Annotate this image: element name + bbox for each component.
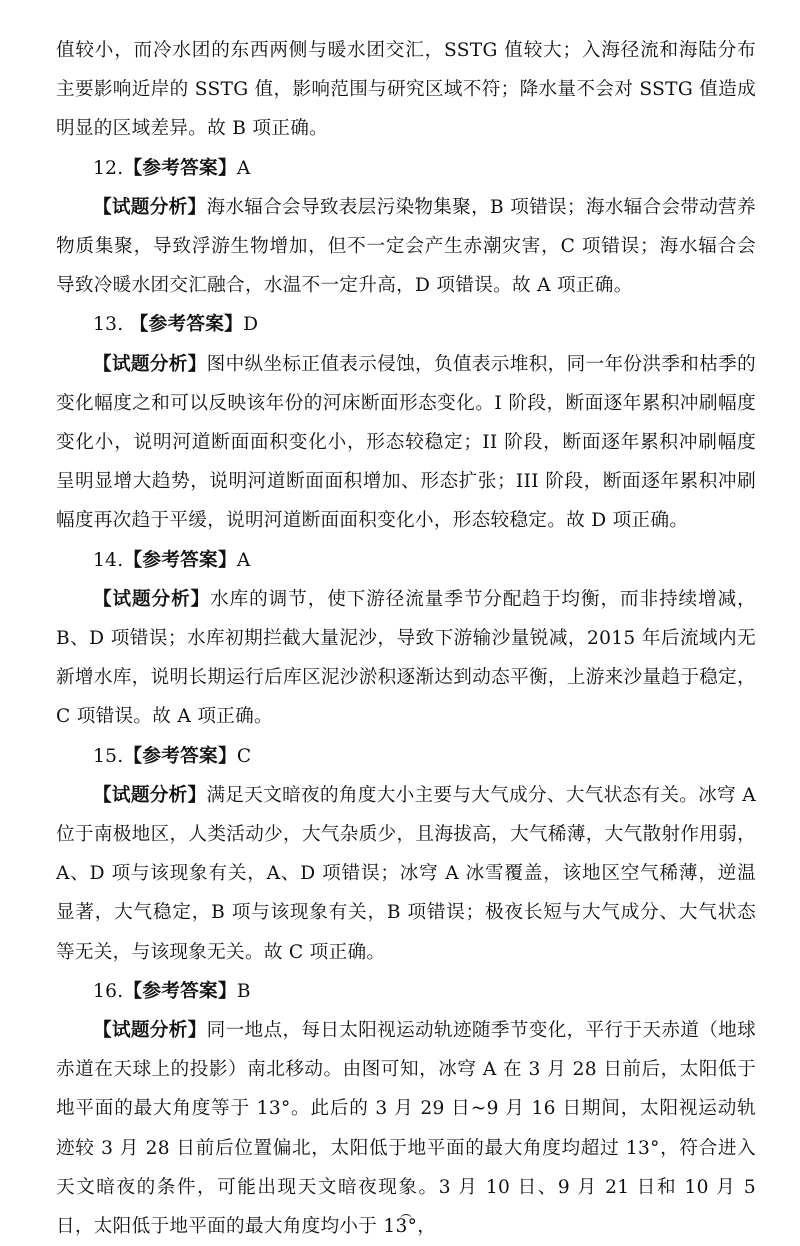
analysis-label: 【试题分析】 [93,784,207,806]
intro-paragraph: 值较小，而冷水团的东西两侧与暖水团交汇，SSTG 值较大；入海径流和海陆分布主要影响近岸的 SSTG 值，影响范围与研究区域不符；降水量不会对 SSTG 值造成明显的区域差异。故 B 项正确。 [56,40,756,140]
question-number: 13. [93,314,124,336]
answer-label: 【参考答案】 [123,157,237,179]
analysis-label: 【试题分析】 [93,196,207,218]
analysis-text: 海水辐合会导致表层污染物集聚，B 项错误；海水辐合会带动营养物质集聚，导致浮游生物增加，但不一定会产生赤潮灾害，C 项错误；海水辐合会导致冷暖水团交汇融合，水温不一定升高，D 项错误。故 A 项正确。 [56,196,756,297]
answer-label: 【参考答案】 [123,745,237,767]
question-number: 15. [93,745,124,767]
answer-label: 【参考答案】 [123,980,237,1002]
analysis-label: 【试题分析】 [93,353,207,375]
analysis-paragraph-12 [56,188,756,306]
answer-line-13 [56,305,756,344]
answer-line-14 [56,541,756,580]
analysis-paragraph-16 [56,1011,756,1246]
analysis-paragraph-13 [56,345,756,541]
cropped-glyph-fragment [400,1214,412,1225]
answer-value: A [236,157,251,179]
question-number: 14. [93,549,124,571]
answer-value: A [236,549,251,571]
answer-value: C [236,745,252,767]
answer-value: D [243,314,259,336]
analysis-text: 图中纵坐标正值表示侵蚀，负值表示堆积，同一年份洪季和枯季的变化幅度之和可以反映该年份的河床断面形态变化。I 阶段，断面逐年累积冲刷幅度变化小，说明河道断面面积变化小，形态较稳定；II 阶段，断面逐年累积冲刷幅度呈明显增大趋势，说明河道断面面积增加、形态扩张；III 阶段，断面逐年累积冲刷幅度再次趋于平缓，说明河道断面面积变化小，形态较稳定。故 D 项正确。 [56,353,756,532]
analysis-text: 满足天文暗夜的角度大小主要与大气成分、大气状态有关。冰穹 A 位于南极地区，人类活动少，大气杂质少，且海拔高，大气稀薄，大气散射作用弱，A、D 项与该现象有关，A、D 项错误；冰穹 A 冰雪覆盖，该地区空气稀薄，逆温显著，大气稳定，B 项与该现象有关，B 项错误；极夜长短与大气成分、大气状态等无关，与该现象无关。故 C 项正确。 [56,784,756,963]
analysis-paragraph-14 [56,580,756,737]
answer-label: 【参考答案】 [123,549,237,571]
analysis-label: 【试题分析】 [93,1020,207,1042]
answer-label: 【参考答案】 [129,314,244,336]
document-page [56,0,756,1246]
analysis-paragraph-15 [56,776,756,972]
answer-line-12 [56,149,756,188]
answer-value: B [236,980,251,1002]
question-number: 16. [93,980,124,1002]
question-number: 12. [93,157,124,179]
analysis-label: 【试题分析】 [93,588,211,610]
analysis-text: 水库的调节，使下游径流量季节分配趋于均衡，而非持续增减，B、D 项错误；水库初期拦截大量泥沙，导致下游输沙量锐减，2015 年后流域内无新增水库，说明长期运行后库区泥沙淤积逐渐达到动态平衡，上游来沙量趋于稳定，C 项错误。故 A 项正确。 [56,588,756,728]
answer-line-16 [56,972,756,1011]
analysis-text: 同一地点，每日太阳视运动轨迹随季节变化，平行于天赤道（地球赤道在天球上的投影）南北移动。由图可知，冰穹 A 在 3 月 28 日前后，太阳低于地平面的最大角度等于 13°。此后的 3 月 29 日~9 月 16 日期间，太阳视运动轨迹较 3 月 28 日前后位置偏北，太阳低于地平面的最大角度均超过 13°，符合进入天文暗夜的条件，可能出现天文暗夜现象。3 月 10 日、9 月 21 日和 10 月 5 日，太阳低于地平面的最大角度均小于 13°， [56,1020,756,1238]
answer-line-15 [56,737,756,776]
